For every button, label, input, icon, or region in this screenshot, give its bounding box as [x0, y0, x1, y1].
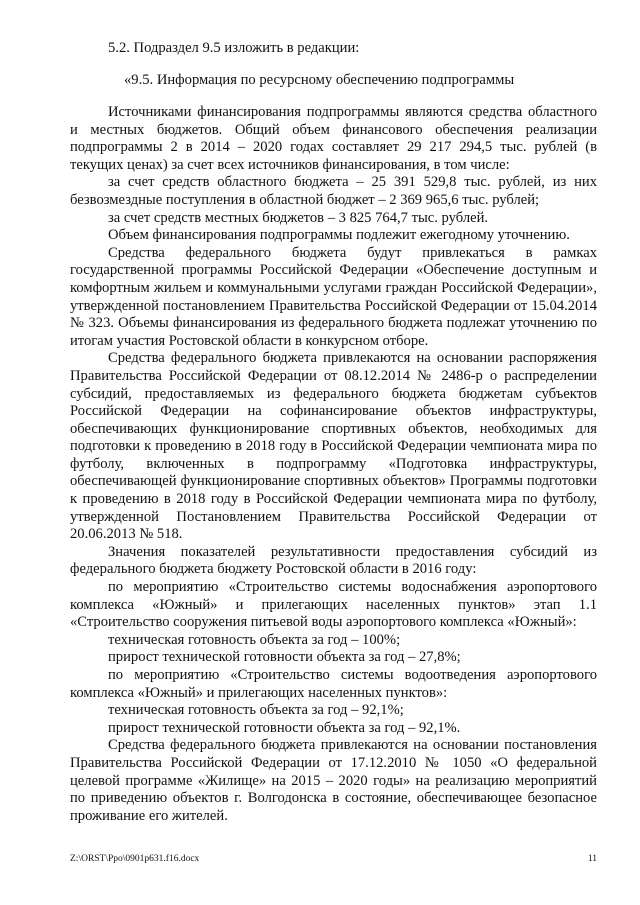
- paragraph: прирост технической готовности объекта за год – 27,8%;: [108, 649, 461, 666]
- paragraph: по мероприятию «Строительство системы водоотведения аэропортового комплекса «Южный» и прилегающих населенных пунктов»:: [70, 667, 597, 701]
- paragraph: Источниками финансирования подпрограммы являются средства областного и местных бюджетов. Общий объем финансового обеспечения реализации подпрограммы 2 в 2014 – 2020 годах составляет 29 217 294,5 тыс. рублей (в текущих ценах) за счет всех источников финансирования, в том числе:: [70, 104, 597, 173]
- subsection-title: «9.5. Информация по ресурсному обеспечению подпрограммы: [124, 72, 515, 88]
- paragraph: техническая готовность объекта за год – 92,1%;: [108, 702, 404, 719]
- page-footer: [70, 853, 597, 865]
- paragraph: техническая готовность объекта за год – 100%;: [108, 631, 401, 648]
- paragraph: Средства федерального бюджета привлекаются на основании постановления Правительства Российской Федерации от 17.12.2010 № 1050 «О федеральной целевой программе «Жилище» на 2015 – 2020 годы» на реализацию мероприятий по приведению объектов г. Волгодонска в состояние, обеспечивающее безопасное проживание его жителей.: [70, 737, 597, 824]
- paragraph: Значения показателей результативности предоставления субсидий из федерального бюджета бюджету Ростовской области в 2016 году:: [70, 543, 597, 578]
- paragraph: за счет средств областного бюджета – 25 391 529,8 тыс. рублей, из них безвозмездные поступления в областной бюджет – 2 369 965,6 тыс. рублей;: [70, 174, 597, 208]
- file-path: Z:\ORST\Ppo\0901p631.f16.docx: [70, 854, 200, 864]
- paragraph: по мероприятию «Строительство системы водоснабжения аэропортового комплекса «Южный» и прилегающих населенных пунктов» этап 1.1 «Строительство сооружения питьевой воды аэропортового комплекса «Южный»:: [70, 579, 597, 631]
- paragraph: за счет средств местных бюджетов – 3 825 764,7 тыс. рублей.: [108, 209, 489, 226]
- section-heading: 5.2. Подраздел 9.5 изложить в редакции:: [108, 40, 360, 56]
- paragraph: Объем финансирования подпрограммы подлежит ежегодному уточнению.: [108, 227, 570, 244]
- page-number: 11: [587, 854, 597, 864]
- paragraph: Средства федерального бюджета будут привлекаться в рамках государственной программы Российской Федерации «Обеспечение доступным и комфортным жильем и коммунальными услугами граждан Российской Федерации», утвержденной постановлением Правительства Российской Федерации от 15.04.2014 № 323. Объемы финансирования из федерального бюджета подлежат уточнению по итогам участия Ростовской области в конкурсном отборе.: [70, 244, 597, 349]
- paragraph: прирост технической готовности объекта за год – 92,1%.: [108, 719, 461, 736]
- paragraph: Средства федерального бюджета привлекаются на основании распоряжения Правительства Российской Федерации от 08.12.2014 № 2486-р о распределении субсидий, предоставляемых из федерального бюджета бюджетам субъектов Российской Федерации на софинансирование объектов инфраструктуры, обеспечивающих функционирование спортивных объектов, необходимых для подготовки к проведению в 2018 году в Российской Федерации чемпионата мира по футболу, включенных в подпрограмму «Подготовка инфраструктуры, обеспечивающей функционирование спортивных объектов» Программы подготовки к проведению в 2018 году в Российской Федерации чемпионата мира по футболу, утвержденной Постановлением Правительства Российской Федерации от 20.06.2013 № 518.: [70, 350, 597, 543]
- document-body: [70, 104, 597, 825]
